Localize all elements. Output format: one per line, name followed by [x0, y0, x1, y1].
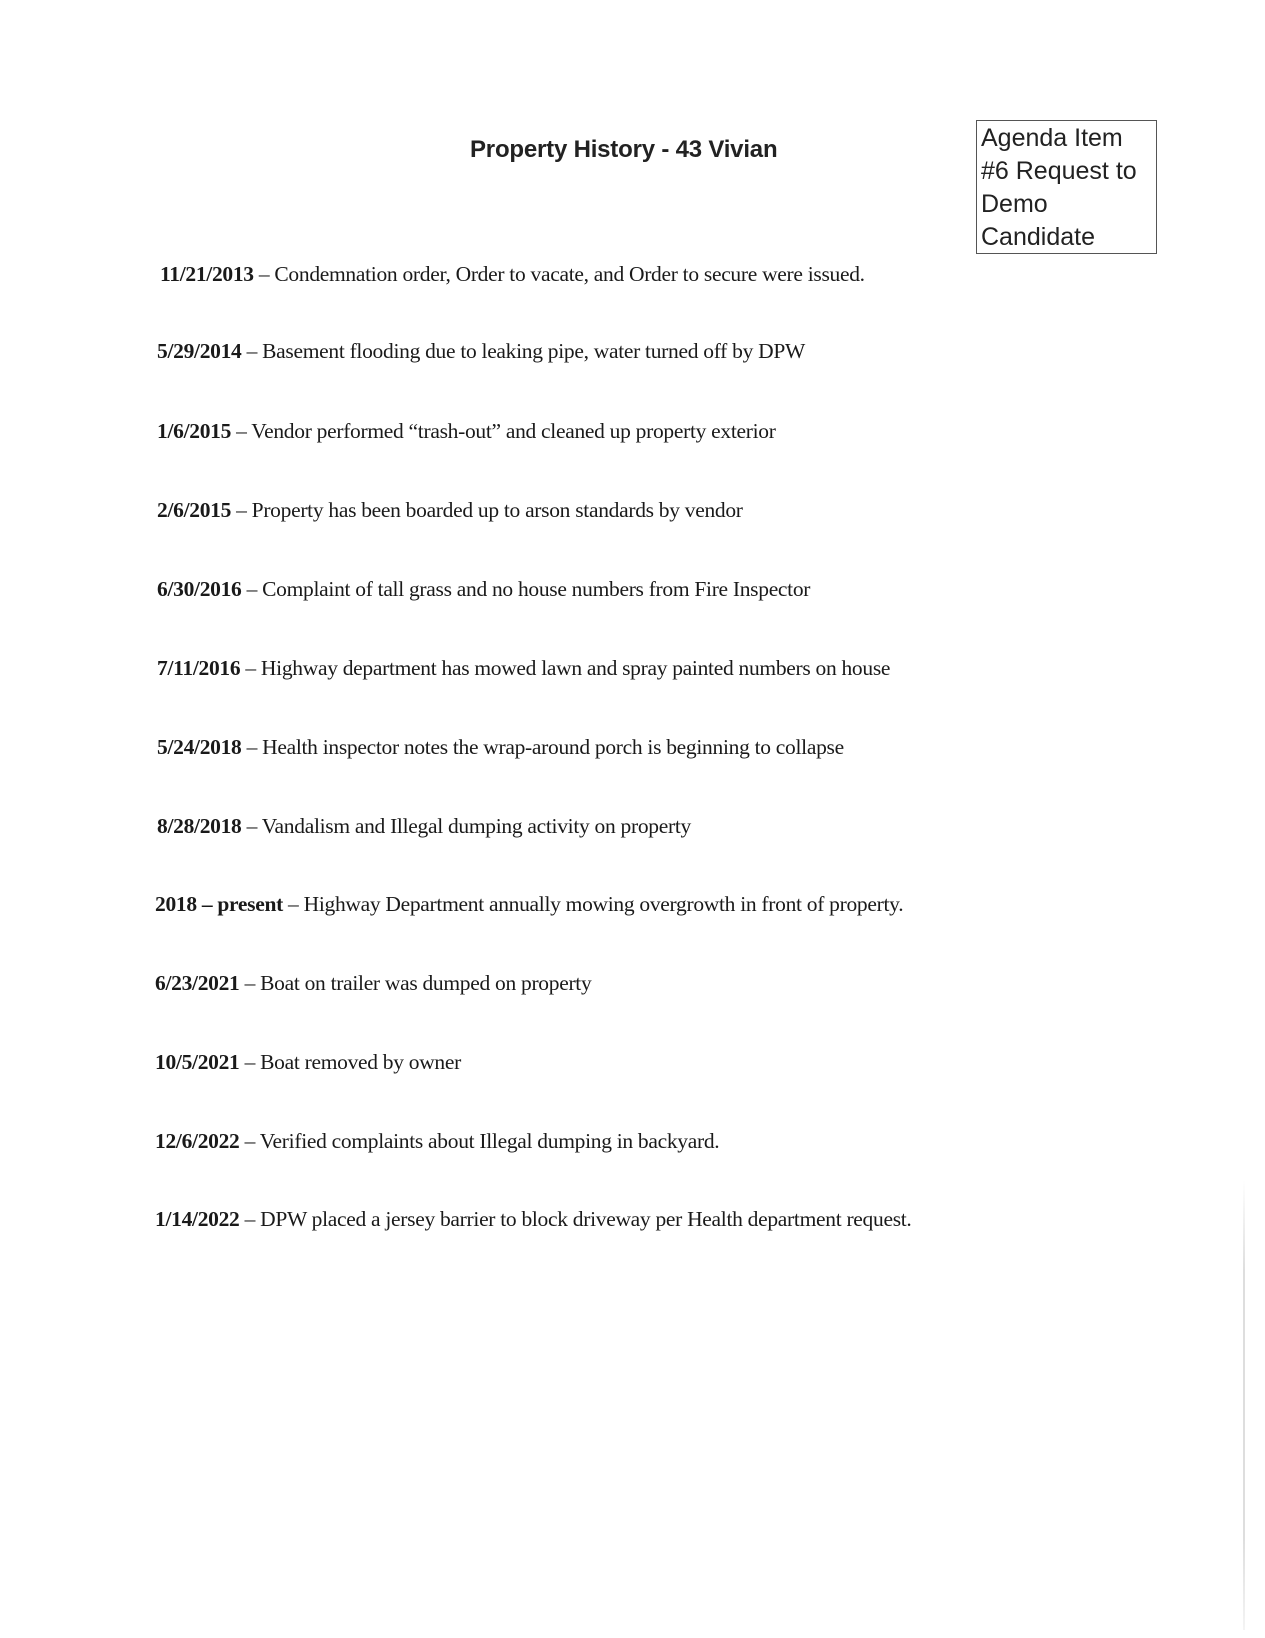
entry-date: 1/14/2022 — [155, 1207, 240, 1231]
entry-separator: – — [241, 735, 263, 759]
agenda-line: #6 Request to — [981, 157, 1137, 185]
entry-separator: – — [241, 577, 263, 601]
entry-separator: – — [241, 814, 262, 838]
entry-separator: – — [239, 1207, 261, 1231]
entry-date: 2018 – present — [155, 892, 283, 916]
agenda-line: Demo — [981, 190, 1048, 218]
entry-separator: – — [231, 498, 252, 522]
entry-text: Boat on trailer was dumped on property — [260, 971, 592, 995]
entry-separator: – — [253, 262, 275, 286]
history-entry — [155, 1129, 719, 1154]
entry-text: Highway department has mowed lawn and spray painted numbers on house — [260, 656, 891, 680]
page-title: Property History - 43 Vivian — [470, 136, 778, 163]
history-entry — [155, 892, 903, 917]
agenda-line: Candidate — [981, 223, 1095, 251]
agenda-item-box — [976, 120, 1157, 254]
entry-separator: – — [239, 1050, 261, 1074]
scan-edge-line — [1243, 1180, 1245, 1630]
history-entry — [157, 339, 805, 364]
entry-date: 2/6/2015 — [157, 498, 232, 522]
entry-date: 6/30/2016 — [157, 577, 242, 601]
history-entry — [157, 577, 810, 602]
entry-date: 7/11/2016 — [157, 656, 241, 680]
entry-date: 1/6/2015 — [157, 419, 232, 443]
history-entry — [155, 1207, 912, 1232]
entry-text: Highway Department annually mowing overgrowth in front of property. — [303, 892, 904, 916]
history-entry — [157, 498, 743, 523]
history-entry — [157, 735, 844, 760]
entry-date: 12/6/2022 — [155, 1129, 240, 1153]
entry-text: Property has been boarded up to arson standards by vendor — [251, 498, 743, 522]
entry-text: Vendor performed “trash-out” and cleaned up property exterior — [251, 419, 776, 443]
history-entry — [160, 262, 865, 287]
entry-date: 6/23/2021 — [155, 971, 240, 995]
entry-separator: – — [241, 339, 263, 363]
entry-date: 10/5/2021 — [155, 1050, 240, 1074]
entry-text: Vandalism and Illegal dumping activity on property — [261, 814, 691, 838]
history-entry — [157, 419, 776, 444]
entry-text: Basement flooding due to leaking pipe, water turned off by DPW — [262, 339, 805, 363]
entry-separator: – — [282, 892, 304, 916]
entry-separator: – — [239, 1129, 260, 1153]
history-entry — [155, 1050, 461, 1075]
history-entry — [157, 814, 691, 839]
entry-separator: – — [240, 656, 261, 680]
entry-text: Complaint of tall grass and no house numbers from Fire Inspector — [262, 577, 811, 601]
entry-text: Boat removed by owner — [260, 1050, 461, 1074]
entry-date: 5/24/2018 — [157, 735, 242, 759]
entry-text: Verified complaints about Illegal dumping in backyard. — [259, 1129, 720, 1153]
entry-date: 11/21/2013 — [160, 262, 254, 286]
entry-date: 5/29/2014 — [157, 339, 242, 363]
entry-separator: – — [239, 971, 261, 995]
history-entry — [155, 971, 591, 996]
history-entry — [157, 656, 890, 681]
entry-text: Health inspector notes the wrap-around porch is beginning to collapse — [262, 735, 844, 759]
entry-date: 8/28/2018 — [157, 814, 242, 838]
entry-text: Condemnation order, Order to vacate, and Order to secure were issued. — [274, 262, 865, 286]
agenda-line: Agenda Item — [981, 124, 1123, 152]
entry-separator: – — [231, 419, 252, 443]
entry-text: DPW placed a jersey barrier to block driveway per Health department request. — [260, 1207, 912, 1231]
